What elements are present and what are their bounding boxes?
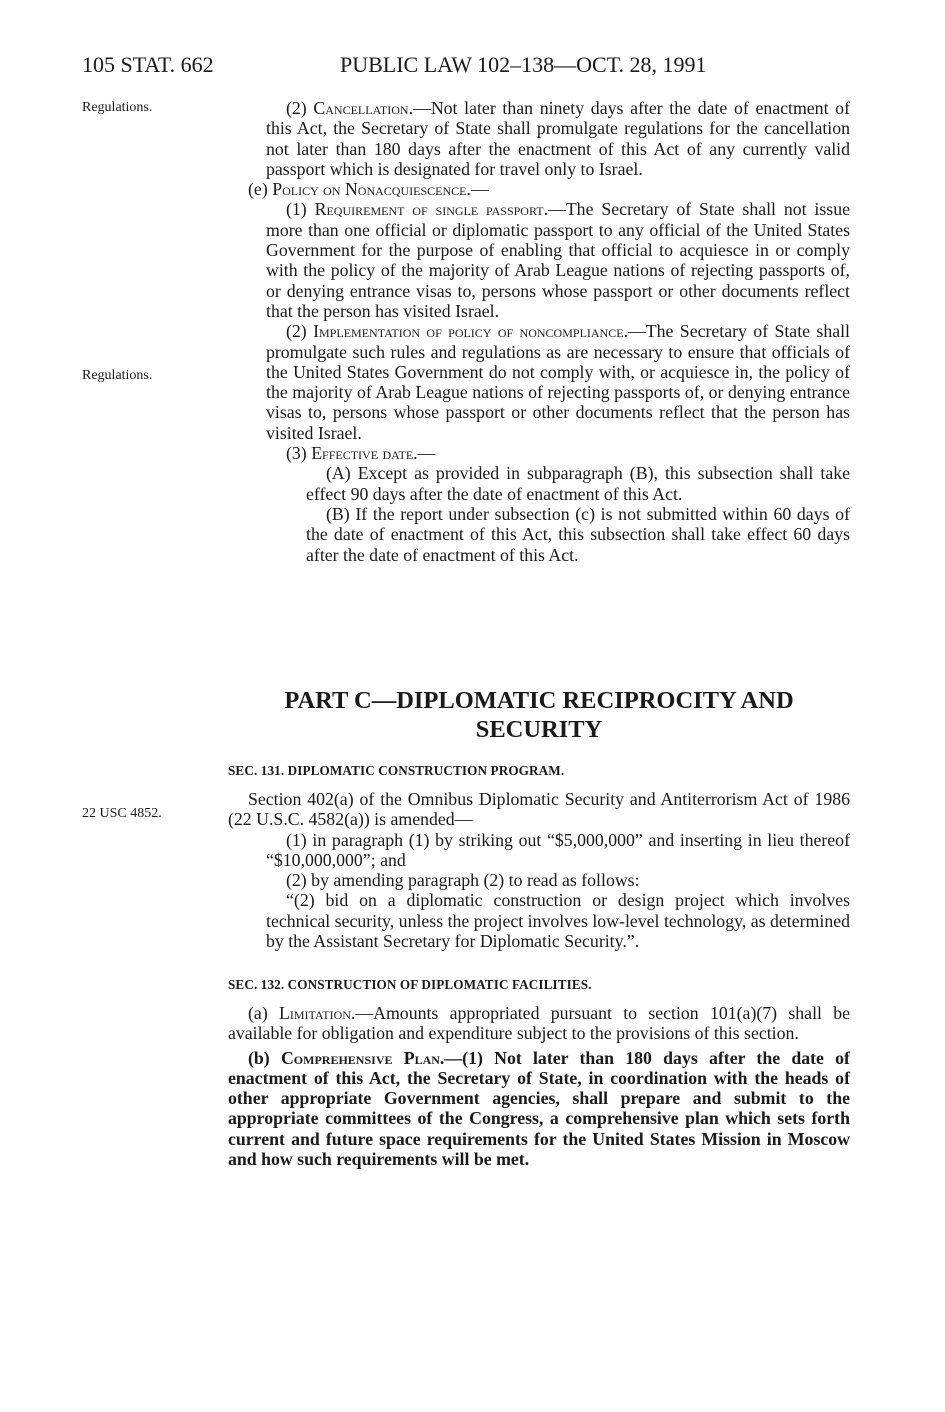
margin-note-regulations: Regulations. (82, 368, 153, 383)
section-131-heading: SEC. 131. DIPLOMATIC CONSTRUCTION PROGRAM. (228, 763, 565, 778)
section-132-limitation: (a) Limitation.—Amounts appropriated pursuant to section 101(a)(7) shall be available for obligation and expenditure subject to the provisions of this section. (228, 1003, 851, 1044)
section-131-quote: “(2) bid on a diplomatic construction or design project which involves technical security, unless the project involves low-level technology, as determined by the Assistant Secretary for Diplomatic Security.”. (266, 890, 850, 952)
paragraph-single-passport: (1) Requirement of single passport.—The Secretary of State shall not issue more than one official or diplomatic passport to any official of the United States Government for the purpose of enabling that official to acquiesce in or comply with the policy of the majority of Arab League nations of rejecting passports of, or denying entrance visas to, persons whose passport or other documents reflect that the person has visited Israel. (266, 199, 850, 321)
section-131-intro: Section 402(a) of the Omnibus Diplomatic Security and Antiterrorism Act of 1986 (22 U.S.C. 4582(a)) is amended— (228, 789, 850, 830)
section-132-comprehensive-plan: (b) Comprehensive Plan.—(1) Not later than 180 days after the date of enactment of this Act, the Secretary of State, in coordination with the heads of other appropriate Government agencies, shall prepare and submit to the appropriate committees of the Congress, a comprehensive plan which sets forth current and future space requirements for the United States Mission in Moscow and how such requirements will be met. (228, 1047, 850, 1170)
part-title-line-1: PART C—DIPLOMATIC RECIPROCITY AND (284, 687, 794, 714)
margin-note-regulations: Regulations. (82, 100, 153, 115)
section-131-item-2: (2) by amending paragraph (2) to read as follows: (286, 870, 640, 891)
public-law-title: PUBLIC LAW 102–138—OCT. 28, 1991 (340, 52, 707, 77)
paragraph-effective-date: (3) Effective date.— (286, 443, 436, 464)
part-title-line-2: SECURITY (475, 716, 603, 743)
section-131-item-1: (1) in paragraph (1) by striking out “$5,000,000” and inserting in lieu thereof “$10,000,000”; and (266, 829, 850, 870)
subsection-e-heading: (e) Policy on Nonacquiescence.— (248, 179, 489, 200)
page-header (82, 52, 707, 78)
section-d2-block (228, 98, 850, 565)
subparagraph-a: (A) Except as provided in subparagraph (B), this subsection shall take effect 90 days after the date of enactment of this Act. (306, 463, 850, 504)
margin-note-usc: 22 USC 4852. (82, 806, 162, 821)
paragraph-noncompliance: (2) Implementation of policy of noncompliance.—The Secretary of State shall promulgate such rules and regulations as are necessary to ensure that officials of the United States Government do not comply with, or acquiesce in, the policy of the majority of Arab League nations of rejecting passports of, or denying entrance visas to, persons whose passport or other documents reflect that the person has visited Israel. (266, 321, 850, 443)
stat-page-number: 105 STAT. 662 (82, 52, 214, 77)
section-132-heading: SEC. 132. CONSTRUCTION OF DIPLOMATIC FACILITIES. (228, 977, 592, 992)
part-c-title (228, 686, 850, 744)
paragraph-cancellation: (2) Cancellation.—Not later than ninety days after the date of enactment of this Act, the Secretary of State shall promulgate regulations for the cancellation not later than 180 days after the enactment of this Act of any currently valid passport which is designated for travel only to Israel. (266, 98, 850, 179)
subparagraph-b: (B) If the report under subsection (c) is not submitted within 60 days of the date of enactment of this Act, this subsection shall take effect 60 days after the date of enactment of this Act. (306, 503, 850, 565)
section-131 (228, 763, 850, 951)
section-132 (228, 977, 850, 1169)
